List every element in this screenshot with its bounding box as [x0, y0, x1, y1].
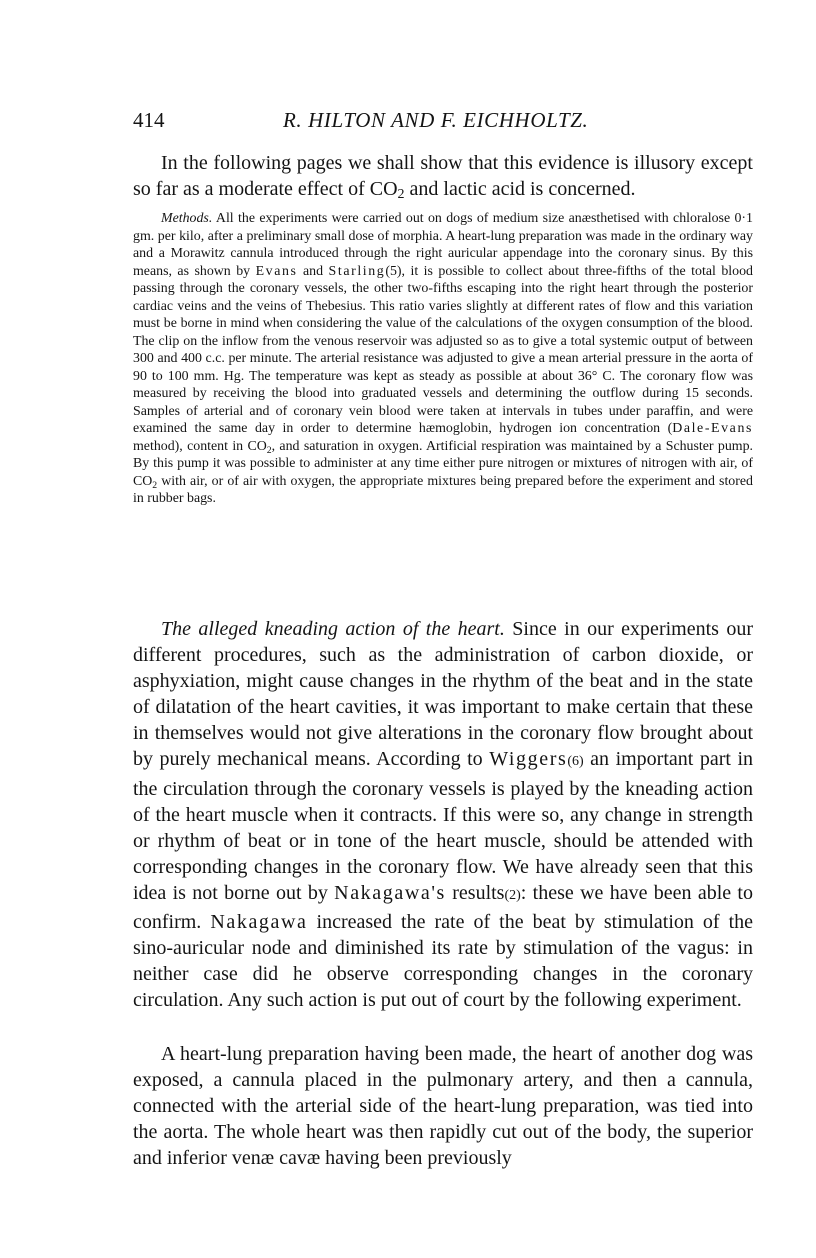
methods-heading: Methods. [161, 211, 213, 226]
author-name: Starling [328, 263, 386, 279]
reference-marker: (6) [567, 754, 584, 770]
author-name: Dale-Evans [672, 421, 753, 436]
author-name: Nakagawa's [334, 881, 446, 904]
methods-paragraph: Methods. All the experiments were carried out on dogs of medium size anæsthetised with chloralose 0·1 gm. per kilo, after a preliminary small dose of morphia. A heart-lung preparation was made in the ordinary way and a Morawitz cannula introduced through the right auricular appendage into the coronary sinus. By this means, as shown by Evans and Starling(5), it is possible to collect about three-fifths of the total blood passing through the coronary vessels, the other two-fifths escaping into the right heart through the posterior cardiac veins and the veins of Thebesius. This ratio varies slightly at different rates of flow and this variation must be borne in mind when considering the value of the calculations of the oxygen consumption of the blood. The clip on the inflow from the venous reservoir was adjusted so as to give a total systemic output of between 300 and 400 c.c. per minute. The arterial resistance was adjusted to give a mean arterial pressure in the aorta of 90 to 100 mm. Hg. The temperature was kept as steady as possible at about 36° C. The coronary flow was measured by receiving the blood into graduated vessels and determining the outflow during 15 seconds. Samples of arterial and of coronary vein blood were taken at intervals in tubes under paraffin, and were examined the same day in order to determine hæmoglobin, hydrogen ion concentration (Dale-Evans method), content in $CO_2$, and saturation in oxygen. Artificial respiration was maintained by a Schuster pump. By this pump it was possible to administer at any time either pure nitrogen or mixtures of nitrogen with air, of $CO_2$ with air, or of air with oxygen, the appropriate mixtures being prepared before the experiment and stored in rubber bags. [133, 211, 754, 506]
kneading-paragraph: The alleged kneading action of the heart. Since in our experiments our different procedures, such as the administration of carbon dioxide, or asphyxiation, might cause changes in the rhythm of the beat and in the state of dilatation of the heart cavities, it was important to make certain that these in themselves would not give alterations in the coronary flow brought about by purely mechanical means. According to Wiggers(6) an important part in the circulation through the coronary vessels is played by the kneading action of the heart muscle when it contracts. If this were so, any change in strength or rhythm of beat or in tone of the heart muscle, should be attended with corresponding changes in the coronary flow. We have already seen that this idea is not borne out by Nakagawa's results(2): these we have been able to confirm. Nakagawa increased the rate of the beat by stimulation of the sino-auricular node and diminished its rate by stimulation of the vagus: in neither case did he observe corresponding changes in the coronary circulation. Any such action is put out of court by the following experiment. [133, 618, 754, 1012]
section-heading: The alleged kneading action of the heart. [161, 618, 505, 640]
author-name: Evans [255, 263, 298, 279]
reference-marker: (2) [504, 887, 521, 903]
running-head: R. HILTON AND F. EICHHOLTZ. [283, 108, 589, 132]
intro-paragraph: In the following pages we shall show that this evidence is illusory except so far as a moderate effect of $CO_2$ and lactic acid is concerned. [133, 152, 753, 203]
page-number: 414 [133, 108, 165, 132]
reference-marker: (5) [385, 263, 402, 279]
page-header [133, 108, 753, 140]
experiment-paragraph: A heart-lung preparation having been made, the heart of another dog was exposed, a cannula placed in the pulmonary artery, and then a cannula, connected with the arterial side of the heart-lung preparation, was tied into the aorta. The whole heart was then rapidly cut out of the body, the superior and inferior venæ cavæ having been previously [133, 1043, 753, 1170]
author-name: Wiggers [489, 748, 568, 771]
author-name: Nakagawa [210, 911, 308, 934]
